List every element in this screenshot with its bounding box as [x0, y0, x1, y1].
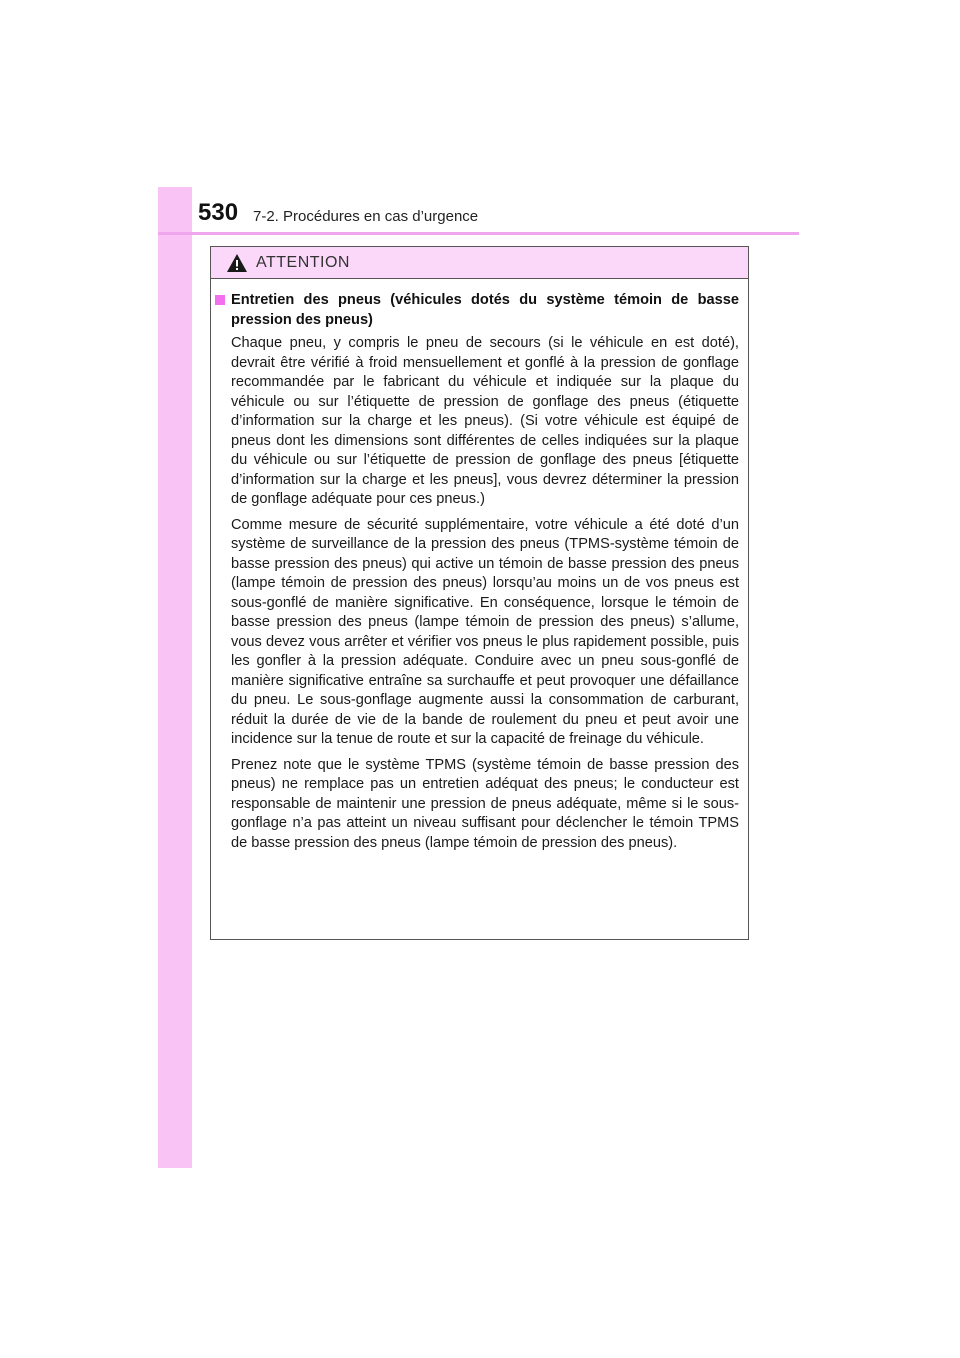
- square-bullet-icon: [215, 295, 225, 305]
- paragraph-tire-check: Chaque pneu, y compris le pneu de secours (si le véhicule en est doté), devrait être vérifié à froid mensuellement et gonflé à la pression de gonflage recommandée par le fabricant du véhicule et indiquée sur la plaque du véhicule ou sur l’étiquette de pression de gonflage des pneus (étiquette d’information sur la charge et les pneus). (Si votre véhicule est équipé de pneus dont les dimensions sont différentes de celles indiquées sur la plaque du véhicule ou sur l’étiquette de pression de gonflage des pneus [étiquette d’information sur la charge et les pneus], vous devrez déterminer la pression de gonflage adéquate pour ces pneus.): [231, 335, 739, 507]
- paragraph-tpms-note: Prenez note que le système TPMS (système témoin de basse pression des pneus) ne remplace pas un entretien adéquat des pneus; le conducteur est responsable de maintenir une pression de pneus adéquate, même si le sous-gonflage n’a pas atteint un niveau suffisant pour déclencher le témoin TPMS de basse pression des pneus (lampe témoin de pression des pneus).: [231, 756, 739, 851]
- warning-triangle-icon: [226, 253, 248, 273]
- warning-header: [211, 247, 748, 279]
- section-title: 7-2. Procédures en cas d’urgence: [253, 208, 479, 225]
- warning-box: [210, 246, 749, 940]
- item-title: [215, 290, 739, 330]
- warning-content: [211, 279, 748, 853]
- header-rule: [158, 232, 799, 235]
- page-number: 530: [198, 199, 239, 226]
- warning-label: ATTENTION: [256, 253, 350, 271]
- paragraph-tpms-description: Comme mesure de sécurité supplémentaire, votre véhicule a été doté d’un système de surveillance de la pression des pneus (TPMS-système témoin de basse pression des pneus) qui active un témoin de basse pression des pneus (lampe témoin de pression des pneus) lorsqu’au moins un de vos pneus est sous-gonflé de manière significative. En conséquence, lorsque le témoin de basse pression des pneus (lampe témoin de pression des pneus) s’allume, vous devez vous arrêter et vérifier vos pneus le plus rapidement possible, puis les gonfler à la pression adéquate. Conduire avec un pneu sous-gonflé de manière significative entraîne sa surchauffe et peut provoquer une défaillance du pneu. Le sous-gonflage augmente aussi la consommation de carburant, réduit la durée de vie de la bande de roulement du pneu et peut avoir une incidence sur la tenue de route et sur la capacité de freinage du véhicule.: [231, 516, 739, 747]
- item-title-text: Entretien des pneus (véhicules dotés du système témoin de basse pression des pneus): [231, 292, 739, 328]
- chapter-side-band: [158, 187, 192, 1168]
